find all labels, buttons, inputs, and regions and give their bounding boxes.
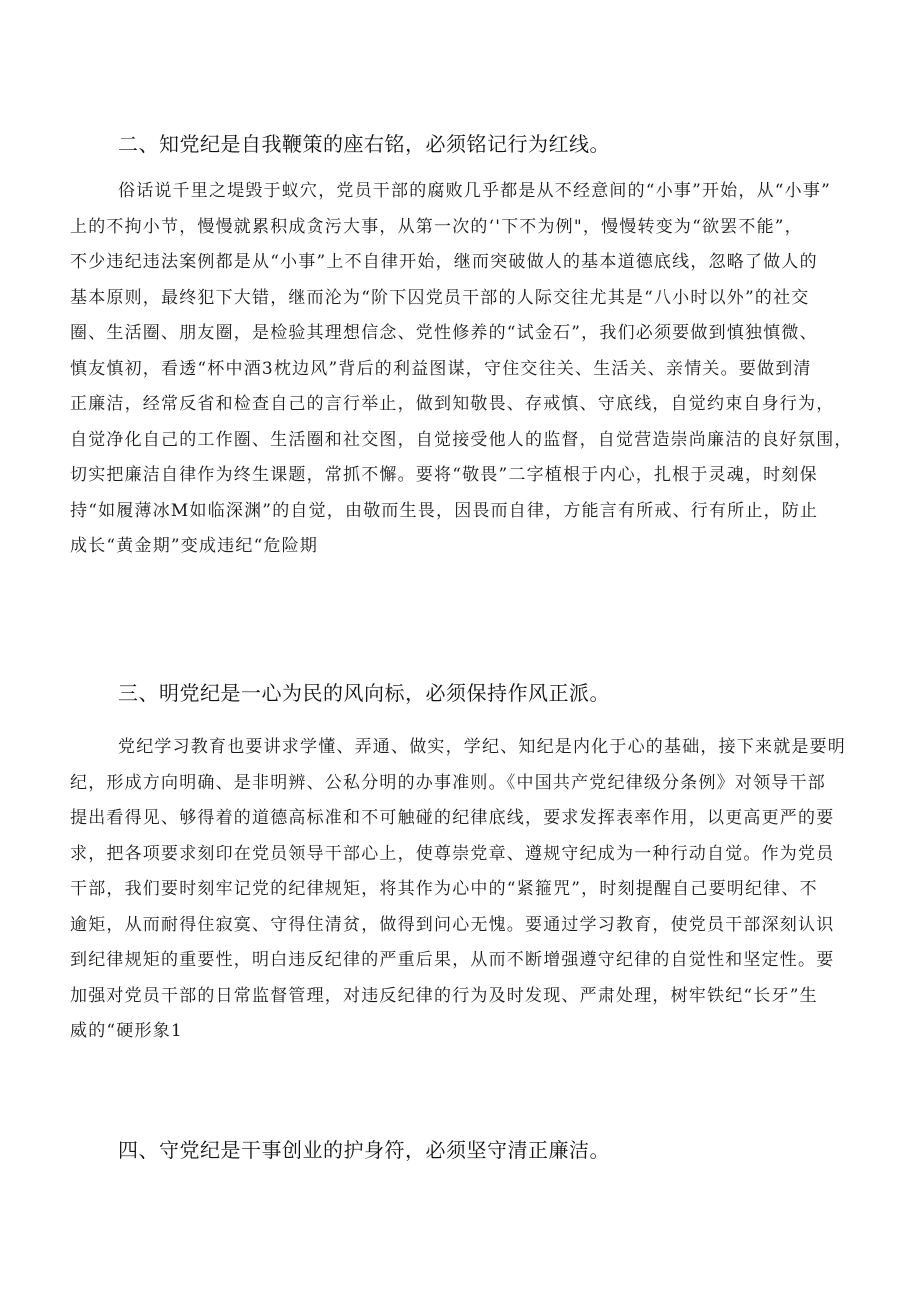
paragraph-line: 切实把廉洁自律作为终生课题，常抓不懈。要将“敬畏”二字植根于内心，扎根于灵魂，时刻保 xyxy=(70,465,818,485)
paragraph-line: 到纪律规矩的重要性，明白违反纪律的严重后果，从而不断增强遵守纪律的自觉性和坚定性。要 xyxy=(70,950,835,970)
paragraph-line: 正廉洁，经常反省和检查自己的言行举止，做到知敬畏、存戒慎、守底线，自觉约束自身行为， xyxy=(70,394,835,414)
section-heading-4: 四、守党纪是干事创业的护身符，必须坚守清正廉洁。 xyxy=(118,1138,610,1162)
paragraph-line: 俗话说千里之堤毁于蚁穴，党员干部的腐败几乎都是从不经意间的“小事”开始，从“小事” xyxy=(118,181,831,201)
paragraph-line: 圈、生活圈、朋友圈，是检验其理想信念、党性修养的“试金石”，我们必须要做到慎独慎微、 xyxy=(70,323,818,343)
paragraph-line: 不少违纪违法案例都是从“小事”上不自律开始，继而突破做人的基本道德底线，忽略了做人的 xyxy=(70,252,818,272)
paragraph-line: 求，把各项要求刻印在党员领导干部心上，使尊崇党章、遵规守纪成为一种行动自觉。作为党员 xyxy=(70,843,835,864)
paragraph-line: 持“如履薄冰M如临深渊”的自觉，由敬而生畏，因畏而自律，方能言有所戒、行有所止，防止 xyxy=(70,500,819,521)
paragraph-line: 自觉净化自己的工作圈、生活圈和社交图，自觉接受他人的监督，自觉营造崇尚廉洁的良好氛围， xyxy=(70,429,853,450)
paragraph-line: 慎友慎初，看透“杯中酒3枕边风”背后的利益图谋，守住交往关、生活关、亲情关。要做到清 xyxy=(70,358,812,379)
section-paragraph-2 xyxy=(70,174,860,565)
paragraph-line: 基本原则，最终犯下大错，继而沦为“阶下囚党员干部的人际交往尤其是“八小时以外”的社交 xyxy=(70,287,810,308)
paragraph-line: 上的不拘小节，慢慢就累积成贪污大事，从第一次的‘'下不为例"，慢慢转变为“欲罢不能”， xyxy=(70,216,803,237)
paragraph-line: 党纪学习教育也要讲求学懂、弄通、做实，学纪、知纪是内化于心的基础，接下来就是要明 xyxy=(118,737,846,757)
paragraph-line: 干部，我们要时刻牢记党的纪律规矩，将其作为心中的“紧箍咒”，时刻提醒自己要明纪律、不 xyxy=(70,879,818,899)
paragraph-line: 逾矩，从而耐得住寂寞、守得住清贫，做得到问心无愧。要通过学习教育，使党员干部深刻认识 xyxy=(70,914,835,935)
paragraph-line: 提出看得见、够得着的道德高标准和不可触碰的纪律底线，要求发挥表率作用，以更高更严的要 xyxy=(70,808,835,828)
section-paragraph-3 xyxy=(70,730,860,1050)
paragraph-line: 纪，形成方向明确、是非明辨、公私分明的办事准则。《中国共产党纪律级分条例》对领导干部 xyxy=(70,772,826,793)
paragraph-line: 成长“黄金期”变成违纪“危险期 xyxy=(70,536,319,556)
section-heading-2: 二、知党纪是自我鞭策的座右铭，必须铭记行为红线。 xyxy=(118,132,610,156)
section-heading-3: 三、明党纪是一心为民的风向标，必须保持作风正派。 xyxy=(118,681,610,705)
paragraph-line: 威的“硬形象1 xyxy=(70,1021,183,1041)
paragraph-line: 加强对党员干部的日常监督管理，对违反纪律的行为及时发现、严肃处理，树牢铁纪“长牙”生 xyxy=(70,985,818,1006)
